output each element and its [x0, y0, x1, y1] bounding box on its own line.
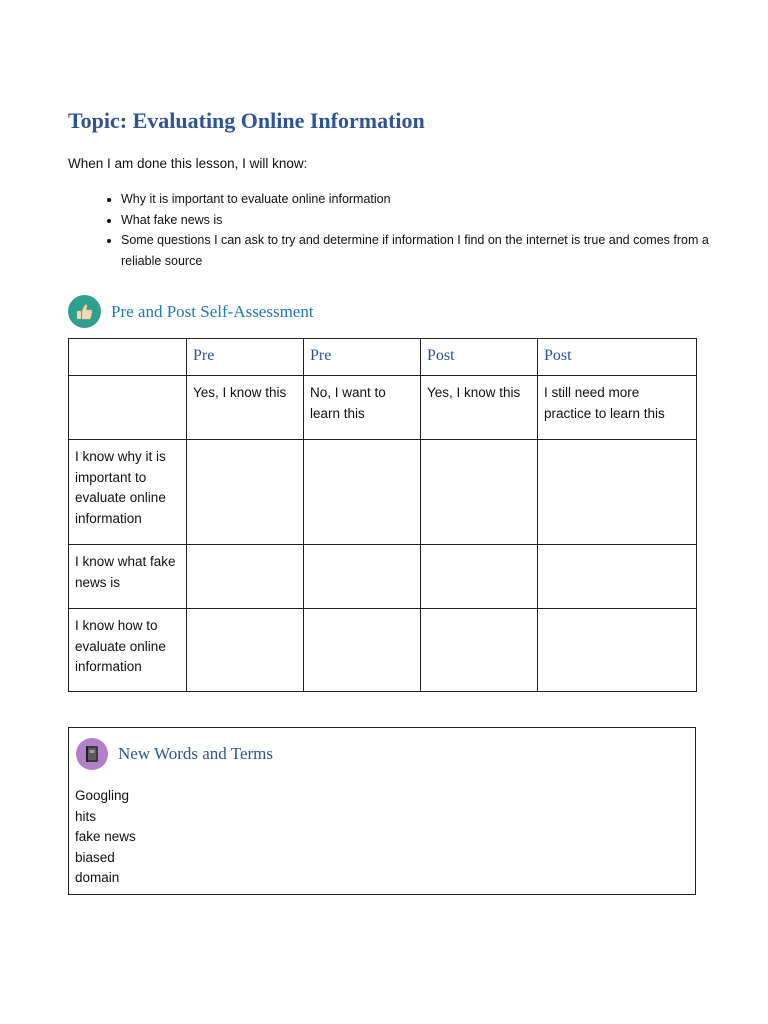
checkbox-cell[interactable] [304, 609, 421, 692]
new-words-title: New Words and Terms [118, 744, 273, 763]
row-statement: I know how to evaluate online information [69, 609, 187, 692]
learning-objectives-list [102, 189, 721, 271]
column-label: I still need more practice to learn this [538, 376, 697, 440]
column-phase-header: Post [538, 339, 697, 376]
column-label: Yes, I know this [421, 376, 538, 440]
checkbox-cell[interactable] [187, 545, 304, 609]
thumbs-up-icon [68, 295, 101, 328]
checkbox-cell[interactable] [421, 440, 538, 545]
self-assessment-table [68, 338, 697, 692]
column-phase-header: Pre [187, 339, 304, 376]
terms-list [75, 786, 136, 889]
new-words-box [68, 727, 696, 895]
empty-corner-cell [69, 339, 187, 376]
column-phase-header: Pre [304, 339, 421, 376]
checkbox-cell[interactable] [304, 440, 421, 545]
empty-corner-cell [69, 376, 187, 440]
checkbox-cell[interactable] [538, 545, 697, 609]
checkbox-cell[interactable] [538, 609, 697, 692]
term-item: domain [75, 870, 120, 886]
objective-item: • Some questions I can ask to try and determine if information I find on the internet is true and comes from a reliable source [121, 230, 721, 271]
row-statement: I know what fake news is [69, 545, 187, 609]
column-label: Yes, I know this [187, 376, 304, 440]
term-item: biased [75, 849, 115, 865]
table-header-row [69, 339, 697, 376]
book-icon [76, 738, 108, 770]
table-row [69, 545, 697, 609]
row-statement: I know why it is important to evaluate online information [69, 440, 187, 545]
checkbox-cell[interactable] [187, 609, 304, 692]
term-item: hits [75, 808, 97, 824]
page-title: Topic: Evaluating Online Information [68, 108, 425, 133]
table-subheader-row [69, 376, 697, 440]
column-label: No, I want to learn this [304, 376, 421, 440]
table-row [69, 609, 697, 692]
self-assessment-title: Pre and Post Self-Assessment [111, 301, 314, 321]
table-row [69, 440, 697, 545]
self-assessment-header [68, 295, 314, 328]
objective-item: • Why it is important to evaluate online information [121, 189, 721, 210]
new-words-header [76, 738, 273, 770]
term-item: fake news [75, 829, 136, 845]
checkbox-cell[interactable] [421, 609, 538, 692]
checkbox-cell[interactable] [421, 545, 538, 609]
checkbox-cell[interactable] [538, 440, 697, 545]
intro-text: When I am done this lesson, I will know: [68, 156, 308, 171]
column-phase-header: Post [421, 339, 538, 376]
objective-item: • What fake news is [121, 210, 721, 231]
term-item: Googling [75, 788, 130, 803]
checkbox-cell[interactable] [304, 545, 421, 609]
checkbox-cell[interactable] [187, 440, 304, 545]
